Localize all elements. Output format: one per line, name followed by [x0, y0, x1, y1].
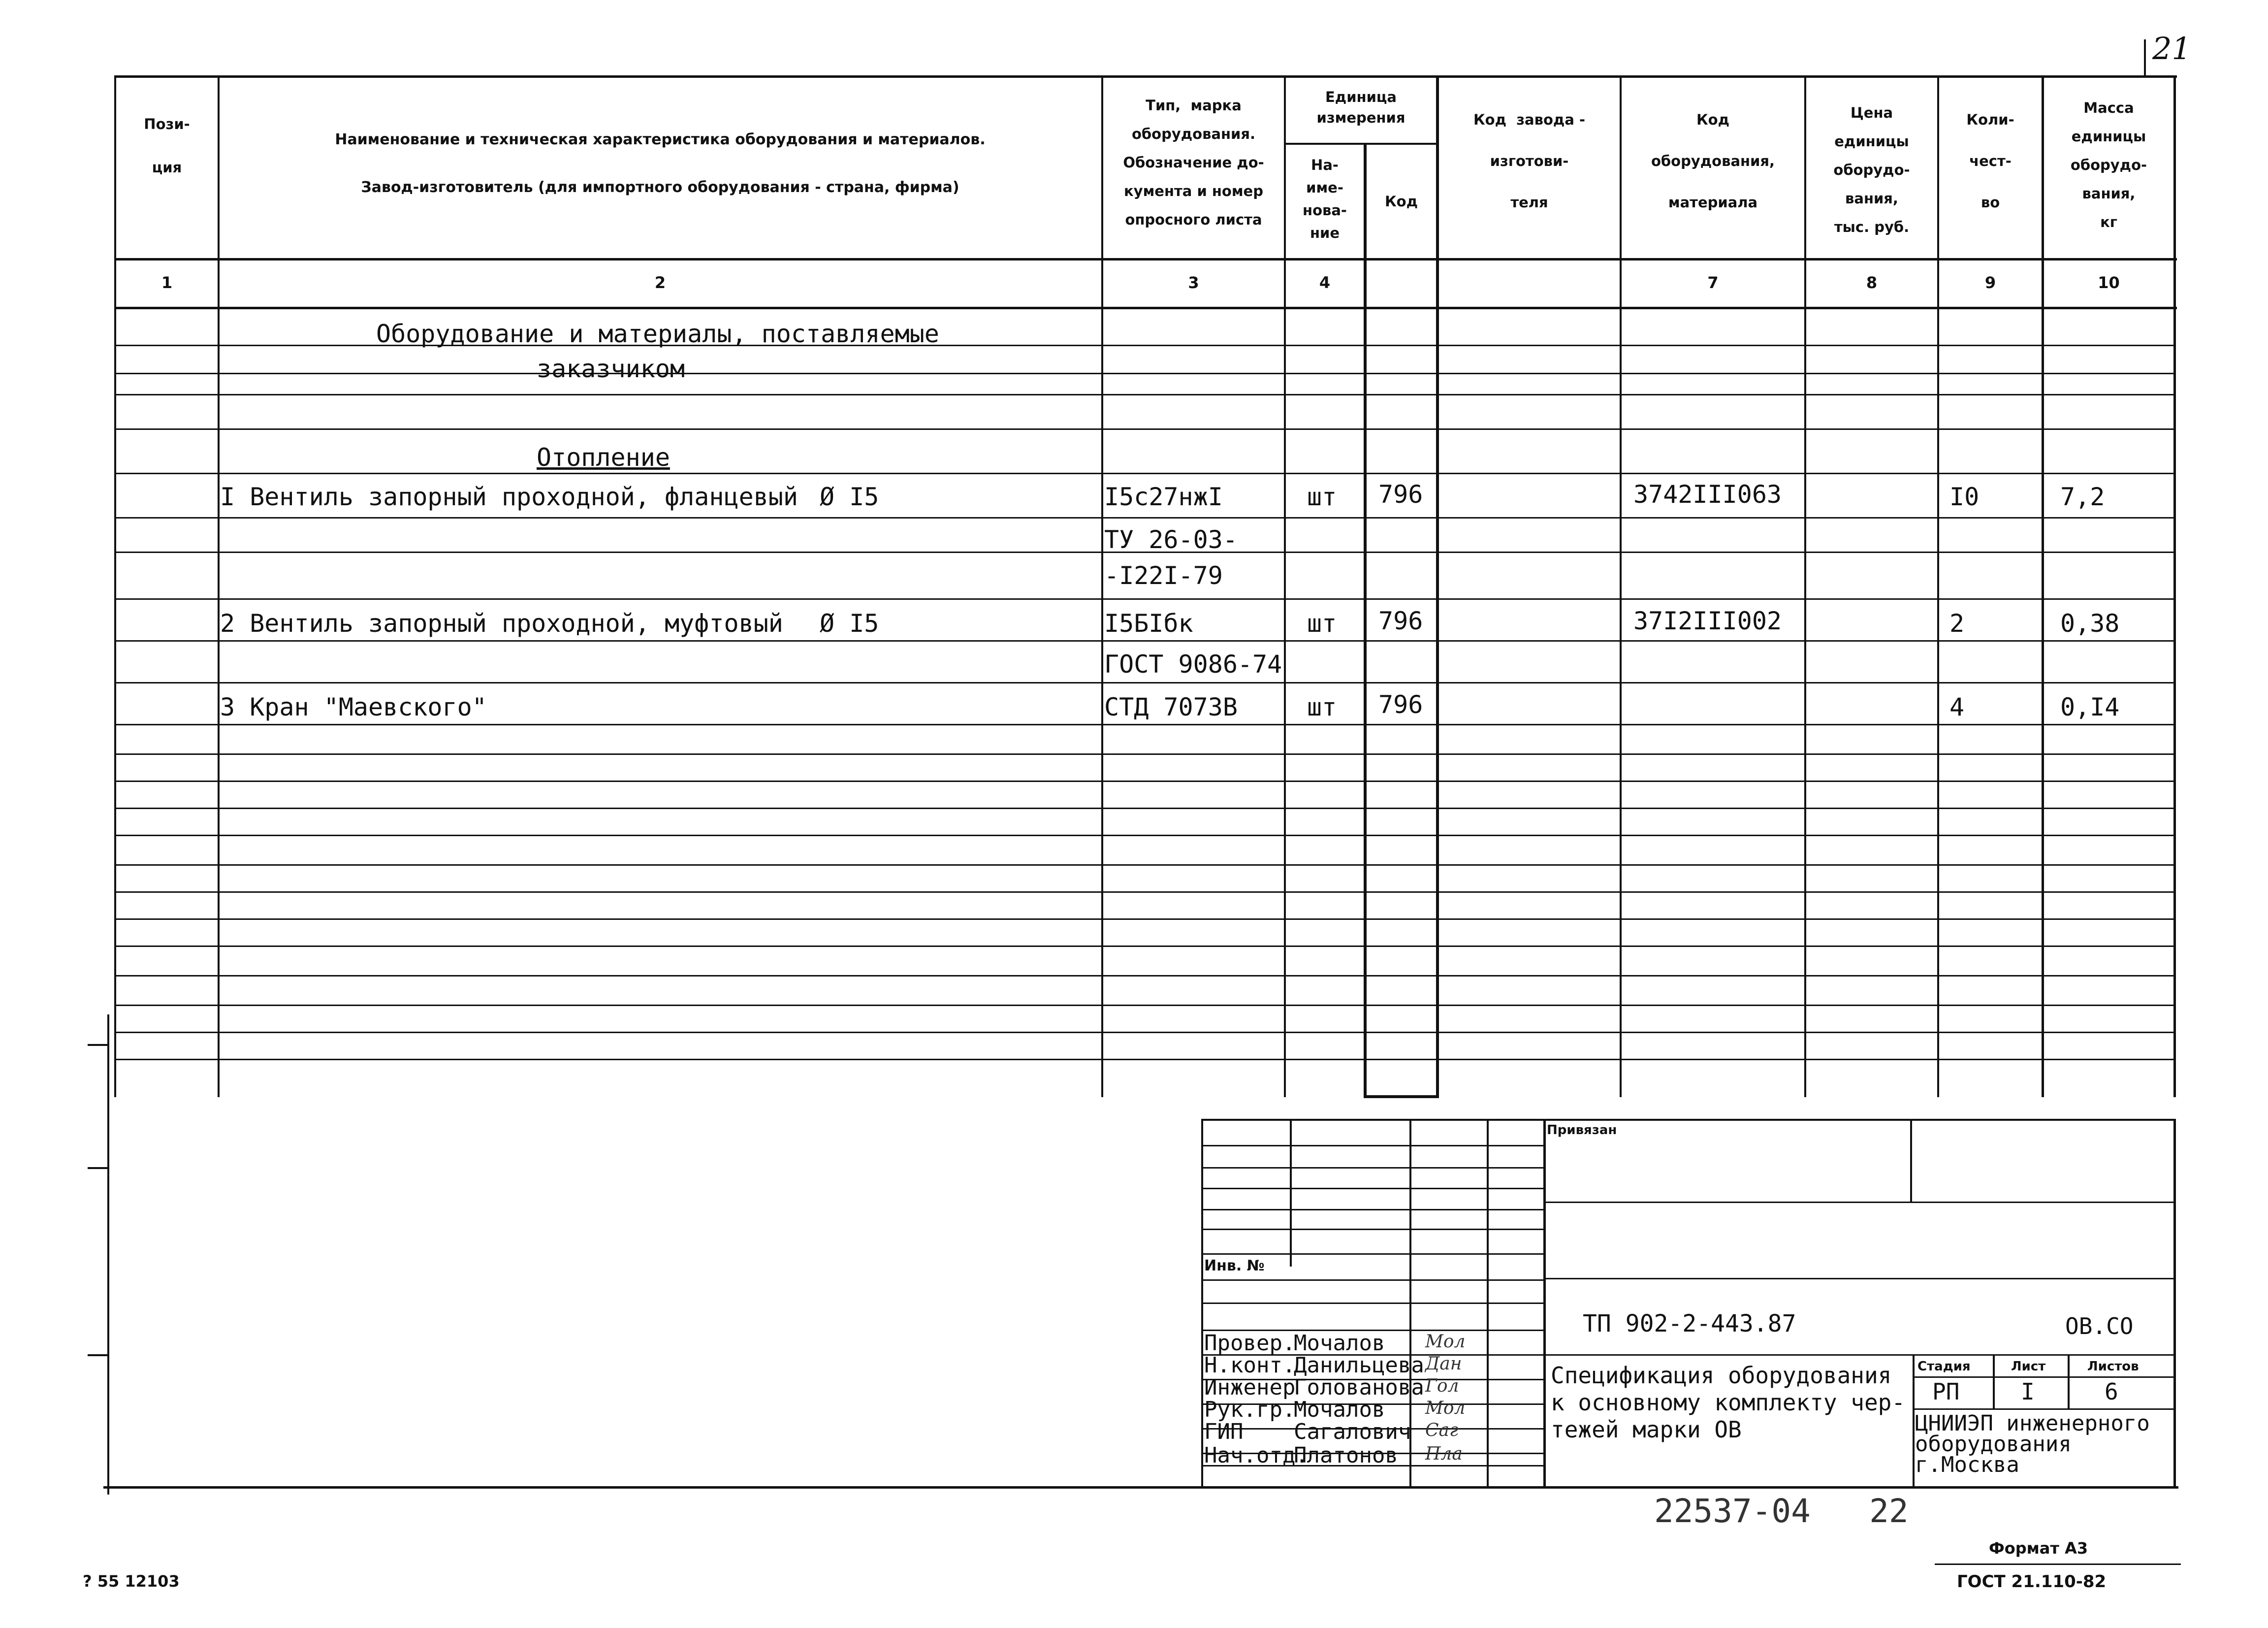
table-row-line: [114, 1005, 2176, 1006]
section-title: заказчиком: [537, 355, 685, 383]
table-data-bottom: [1364, 1095, 1439, 1098]
table-row-line: [114, 1059, 2176, 1060]
table-row-line: [114, 835, 2176, 836]
item-mass: 0,38: [2060, 609, 2120, 638]
signer-name: Данильцева: [1294, 1353, 1424, 1378]
item-type: ТУ 26-03-: [1104, 525, 1238, 554]
item-unit-code: 796: [1378, 607, 1423, 635]
col-divider: [1364, 143, 1367, 1097]
signature: Пла: [1425, 1444, 1463, 1464]
table-top-border: [114, 75, 2177, 78]
margin-tick: [88, 1044, 109, 1046]
header-price: Цена единицы оборудо- вания, тыс. руб.: [1833, 104, 1910, 235]
col-divider: [1620, 75, 1622, 1097]
sheets-label: Листов: [2087, 1359, 2139, 1374]
col-divider: [218, 75, 220, 1097]
item-qty: I0: [1949, 483, 1980, 511]
doc-description: тежей марки ОВ: [1551, 1416, 1742, 1443]
table-row-line: [114, 640, 2176, 642]
tb-hline: [1201, 1167, 1546, 1169]
org-name: оборудования: [1915, 1432, 2072, 1457]
col-number: 4: [1319, 273, 1331, 292]
signer-name: Мочалов: [1294, 1397, 1385, 1422]
signer-role: Н.конт.: [1204, 1353, 1296, 1378]
col-number: 2: [654, 273, 666, 292]
header-mass: Масса единицы оборудо- вания, кг: [2070, 99, 2147, 230]
col-number: 3: [1188, 273, 1199, 292]
item-type: I5c27нжI: [1104, 483, 1223, 511]
sheets-value: 6: [2105, 1378, 2118, 1405]
tb-hline: [1201, 1302, 1546, 1304]
header-equip-code: Код оборудования, материала: [1651, 111, 1775, 211]
table-row-line: [114, 394, 2176, 395]
header-plant-code: Код завода - изготови- теля: [1473, 111, 1586, 211]
col-divider: [1436, 75, 1439, 1097]
table-row-line: [114, 945, 2176, 947]
org-name: ЦНИИЭП инженерного: [1915, 1411, 2150, 1436]
table-row-line: [114, 808, 2176, 809]
signature: Мол: [1425, 1398, 1466, 1418]
footer-line: [1935, 1563, 2181, 1565]
tb-hline: [1201, 1229, 1546, 1230]
subsection-title: Отопление: [537, 443, 670, 472]
header-unit-group: Единица измерения: [1316, 89, 1406, 126]
item-diameter: Ø I5: [820, 609, 879, 638]
table-row-line: [114, 428, 2176, 430]
col-number: 10: [2098, 273, 2120, 292]
item-type: I5БIбк: [1104, 609, 1193, 638]
stamp-number: 22537-04 22: [1654, 1492, 1909, 1530]
signer-role: Провер.: [1204, 1331, 1296, 1356]
tb-hline: [1543, 1202, 2176, 1203]
item-unit: шт: [1307, 609, 1337, 638]
frame-left: [107, 1014, 109, 1495]
item-mass: 7,2: [2060, 483, 2105, 511]
item-qty: 4: [1949, 693, 1965, 721]
col-divider: [1937, 75, 1939, 1097]
tb-vline: [1290, 1119, 1292, 1267]
units-mid-line: [1284, 143, 1438, 145]
stage-label: Стадия: [1917, 1359, 1971, 1374]
signature: Дан: [1425, 1354, 1462, 1374]
sheet-value: I: [2021, 1378, 2035, 1405]
colnum-bottom-line: [114, 307, 2177, 309]
item-type: -I22I-79: [1104, 561, 1223, 590]
page-number-tick: [2144, 39, 2146, 76]
col-number: 8: [1866, 273, 1878, 292]
table-row-line: [114, 724, 2176, 725]
table-row-line: [114, 975, 2176, 977]
item-qty: 2: [1949, 609, 1965, 638]
margin-tick: [88, 1354, 109, 1356]
col-number: 1: [161, 273, 173, 292]
col-number: 9: [1984, 273, 1996, 292]
margin-tick: [88, 1167, 109, 1169]
inv-no-label: Инв. №: [1204, 1257, 1265, 1274]
doc-description: Спецификация оборудования: [1551, 1362, 1892, 1389]
item-unit-code: 796: [1378, 690, 1423, 719]
tb-vline: [2173, 1119, 2176, 1488]
signer-name: Голованова: [1294, 1375, 1424, 1400]
format-label: Формат А3: [1989, 1539, 2088, 1558]
item-name: 2 Вентиль запорный проходной, муфтовый: [220, 609, 783, 638]
table-row-line: [114, 864, 2176, 866]
org-name: г.Москва: [1915, 1452, 2019, 1477]
item-diameter: Ø I5: [820, 483, 879, 511]
table-row-line: [114, 517, 2176, 519]
doc-code: ТП 902-2-443.87: [1583, 1310, 1796, 1337]
item-type: ГОСТ 9086-74: [1104, 650, 1282, 679]
header-unit-code: Код: [1384, 193, 1418, 210]
header-name-line1: Наименование и техническая характеристика оборудования и материалов.: [335, 131, 986, 148]
header-qty: Коли- чест- во: [1966, 111, 2014, 211]
page-number: 21: [2152, 31, 2191, 66]
table-row-line: [114, 891, 2176, 893]
stage-value: РП: [1932, 1378, 1960, 1405]
signer-role: ГИП: [1204, 1419, 1244, 1444]
tb-hline: [1913, 1408, 2176, 1410]
sheet-label: Лист: [2011, 1359, 2046, 1374]
table-right-border: [2173, 75, 2176, 1097]
signer-role: Рук.гр.: [1204, 1397, 1296, 1422]
tb-vline: [2068, 1354, 2070, 1408]
item-unit: шт: [1307, 483, 1337, 511]
item-type: СТД 7073В: [1104, 693, 1238, 721]
item-unit-code: 796: [1378, 480, 1423, 509]
tb-hline: [1201, 1188, 1546, 1189]
tb-hline: [1201, 1279, 1546, 1281]
header-bottom-line: [114, 258, 2177, 260]
signer-role: Нач.отд.: [1204, 1443, 1309, 1468]
privyazan-label: Привязан: [1547, 1123, 1617, 1138]
col-number: 7: [1707, 273, 1719, 292]
tb-hline: [1201, 1253, 1546, 1255]
item-name: 3 Кран "Маевского": [220, 693, 487, 721]
table-row-line: [114, 373, 2176, 374]
table-row-line: [114, 781, 2176, 782]
tb-hline: [1201, 1209, 1546, 1210]
gost-label: ГОСТ 21.110-82: [1957, 1572, 2107, 1592]
signature: Саг: [1425, 1420, 1459, 1440]
tb-hline: [1543, 1354, 2176, 1356]
doc-mark: ОВ.СО: [2065, 1313, 2134, 1339]
signer-name: Мочалов: [1294, 1331, 1385, 1356]
item-unit: шт: [1307, 693, 1337, 721]
item-mass: 0,I4: [2060, 693, 2120, 721]
item-name: I Вентиль запорный проходной, фланцевый: [220, 483, 798, 511]
table-left-border: [114, 75, 116, 1097]
tb-hline: [1201, 1119, 2176, 1121]
table-row-line: [114, 753, 2176, 755]
table-row-line: [114, 473, 2176, 474]
tb-vline: [1993, 1354, 1995, 1408]
table-row-line: [114, 1032, 2176, 1033]
tb-hline: [1543, 1278, 2176, 1279]
header-position: Пози- ция: [144, 116, 190, 176]
tb-vline: [1910, 1119, 1912, 1203]
item-equip-code: 3742III063: [1633, 480, 1782, 509]
signature: Мол: [1425, 1332, 1466, 1352]
table-row-line: [114, 682, 2176, 684]
bottom-left-code: ? 55 12103: [83, 1572, 180, 1591]
tb-hline: [1201, 1145, 1546, 1146]
frame-bottom: [103, 1486, 2178, 1489]
doc-description: к основному комплекту чер-: [1551, 1389, 1906, 1416]
item-equip-code: 37I2III002: [1633, 607, 1782, 635]
table-row-line: [114, 918, 2176, 920]
tb-vline: [1913, 1354, 1915, 1488]
section-title: Оборудование и материалы, поставляемые: [376, 320, 939, 348]
table-row-line: [114, 598, 2176, 600]
signer-name: Сагалович: [1294, 1419, 1411, 1444]
header-type: Тип, марка оборудования. Обозначение до- кумента и номер опросного листа: [1123, 97, 1264, 228]
signer-name: Платонов: [1294, 1443, 1398, 1468]
header-name-line2: Завод-изготовитель (для импортного оборудования - страна, фирма): [361, 179, 959, 196]
signer-role: Инженер: [1204, 1375, 1296, 1400]
signature: Гол: [1425, 1376, 1459, 1396]
header-unit-name: На- име- нова- ние: [1303, 157, 1347, 241]
